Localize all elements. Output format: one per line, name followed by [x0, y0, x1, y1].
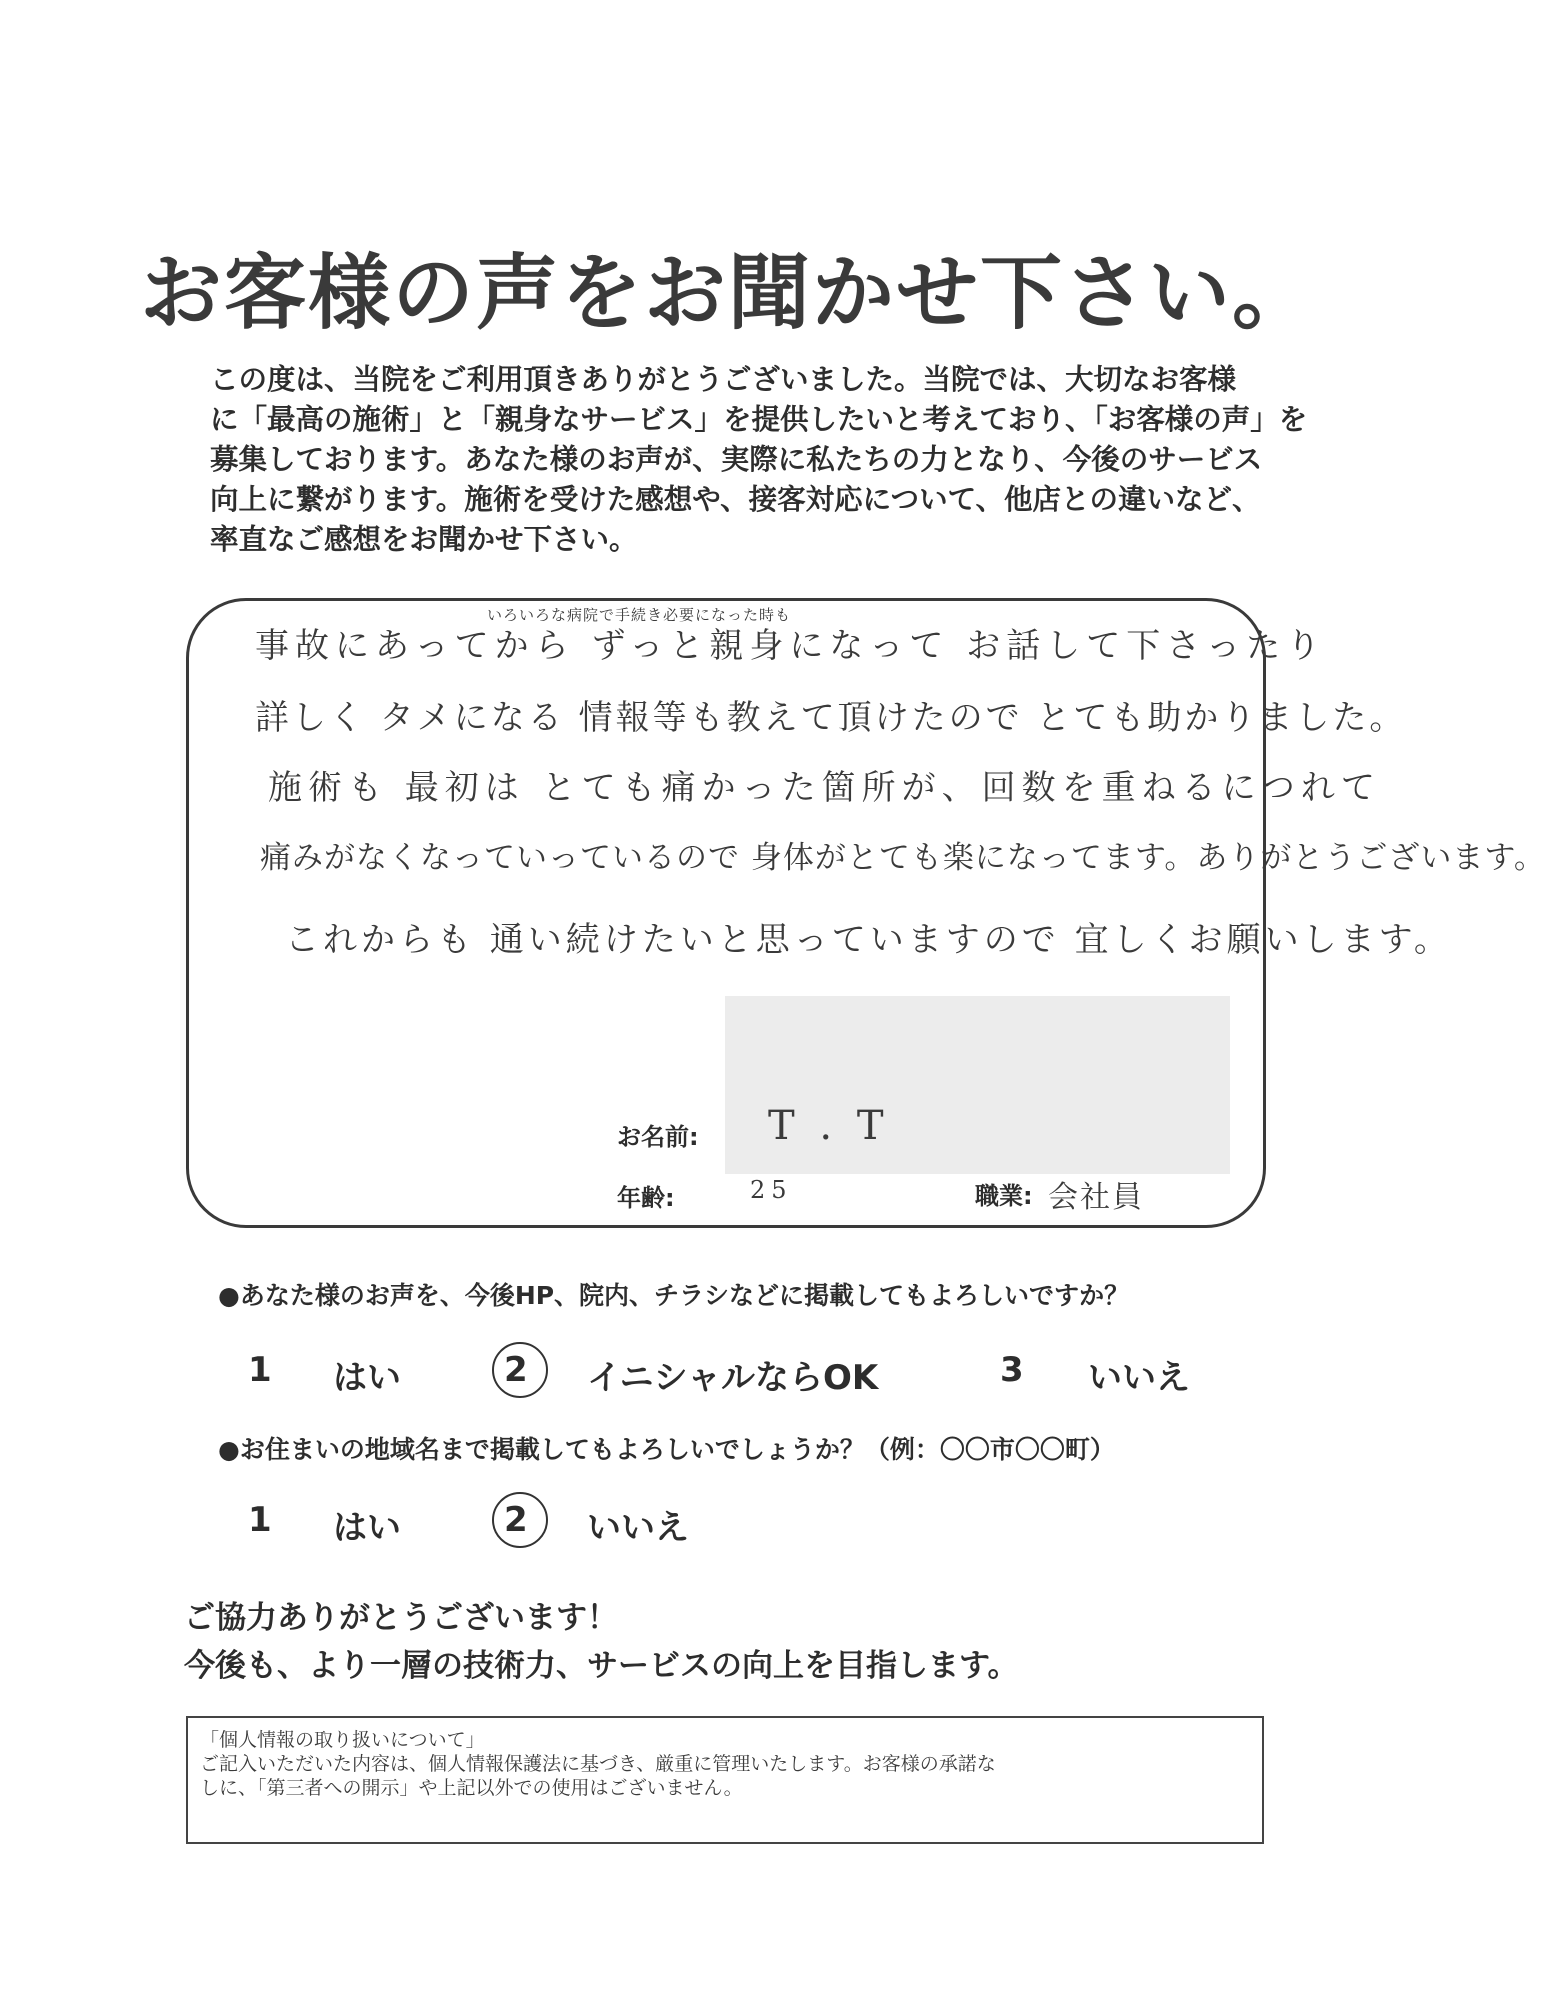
name-value: T . T [768, 1103, 890, 1149]
selected-circle-mark [492, 1342, 548, 1398]
q1-option-3-label[interactable]: いいえ [1088, 1358, 1190, 1398]
selected-circle-mark [492, 1492, 548, 1548]
handwritten-comment-line: 事故にあってから ずっと親身になって お話して下さったり [255, 626, 1327, 666]
job-label: 職業: [975, 1182, 1033, 1210]
handwritten-insertion: いろいろな病院で手続き必要になった時も [487, 606, 792, 624]
privacy-line: しに、「第三者への開示」や上記以外での使用はございません。 [200, 1777, 743, 1799]
q2-option-1-label[interactable]: はい [333, 1508, 401, 1548]
name-label: お名前: [617, 1123, 699, 1151]
age-label: 年齢: [617, 1184, 675, 1212]
q1-option-3-number[interactable]: 3 [1000, 1350, 1024, 1390]
age-value: 25 [750, 1176, 793, 1204]
handwritten-comment-line: 痛みがなくなっていっているので 身体がとても楽になってます。ありがとうございます。 [260, 840, 1546, 876]
intro-text [210, 360, 1308, 560]
q1-option-2-number[interactable]: 2 [504, 1350, 528, 1390]
page-title: お客様の声をお聞かせ下さい。 [140, 246, 1317, 341]
closing-thanks: ご協力ありがとうございます！ [184, 1600, 618, 1636]
intro-line: 向上に繋がります。施術を受けた感想や、接客対応について、他店との違いなど、 [210, 483, 1261, 516]
closing-message: 今後も、より一層の技術力、サービスの向上を目指します。 [184, 1648, 1019, 1684]
intro-line: 募集しております。あなた様のお声が、実際に私たちの力となり、今後のサービス [210, 443, 1263, 476]
privacy-heading: 「個人情報の取り扱いについて」 [200, 1729, 485, 1751]
question-2: ●お住まいの地域名まで掲載してもよろしいでしょうか？（例：〇〇市〇〇町） [218, 1435, 1115, 1464]
q1-option-1-label[interactable]: はい [333, 1358, 401, 1398]
handwritten-comment-line: 詳しく タメになる 情報等も教えて頂けたので とても助かりました。 [255, 698, 1407, 738]
q1-option-2-label[interactable]: イニシャルならOK [587, 1358, 879, 1398]
privacy-line: ご記入いただいた内容は、個人情報保護法に基づき、厳重に管理いたします。お客様の承諾な [200, 1753, 996, 1775]
q2-option-2-number[interactable]: 2 [504, 1500, 528, 1540]
intro-line: この度は、当院をご利用頂きありがとうございました。当院では、大切なお客様 [210, 363, 1237, 396]
q1-option-1-number[interactable]: 1 [248, 1350, 272, 1390]
job-value: 会社員 [1048, 1180, 1144, 1215]
question-1: ●あなた様のお声を、今後HP、院内、チラシなどに掲載してもよろしいですか？ [218, 1281, 1130, 1310]
q2-option-2-label[interactable]: いいえ [587, 1508, 689, 1548]
privacy-notice [186, 1716, 1264, 1844]
handwritten-comment-line: 施術も 最初は とても痛かった箇所が、回数を重ねるにつれて [268, 768, 1381, 808]
q2-option-1-number[interactable]: 1 [248, 1500, 272, 1540]
intro-line: に「最高の施術」と「親身なサービス」を提供したいと考えており、「お客様の声」を [210, 403, 1308, 436]
handwritten-comment-line: これからも 通い続けたいと思っていますので 宜しくお願いします。 [285, 920, 1452, 960]
intro-line: 率直なご感想をお聞かせ下さい。 [210, 523, 638, 556]
